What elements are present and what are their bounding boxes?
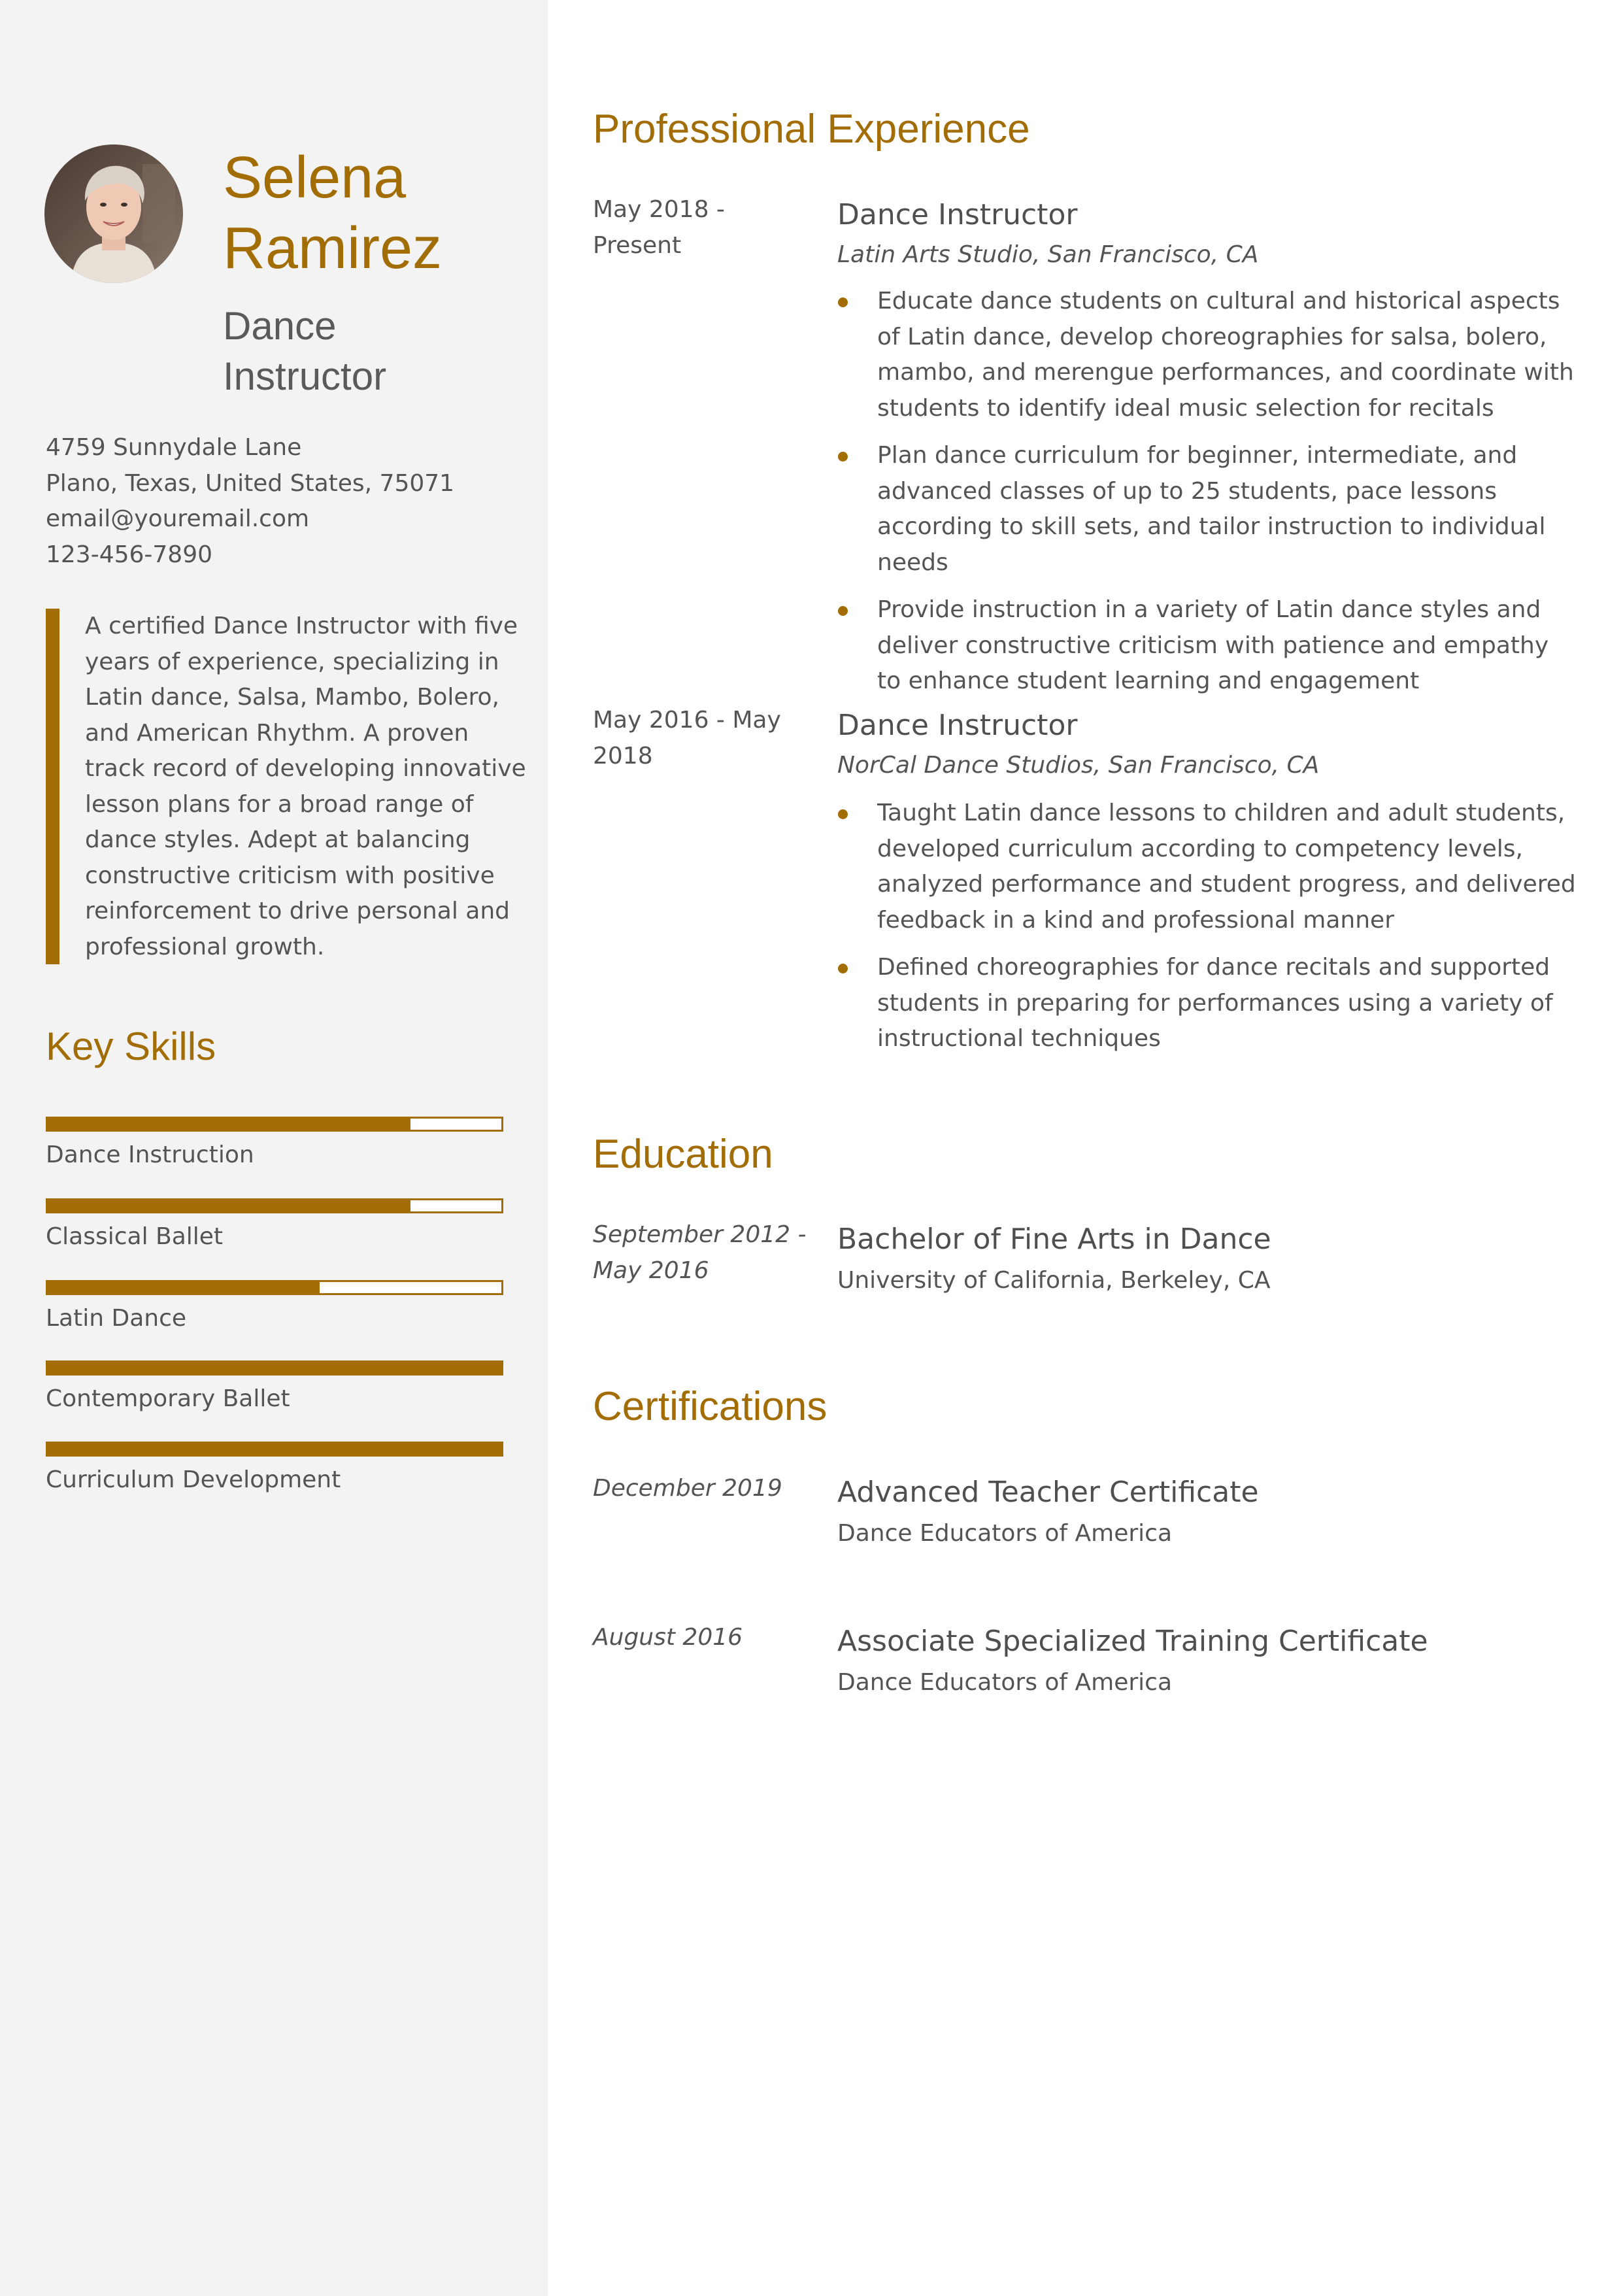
skill-level-bar: [46, 1117, 503, 1132]
skill-level-fill: [48, 1282, 320, 1293]
profile-photo: [44, 144, 183, 283]
bullet-icon: [838, 452, 848, 462]
job-bullet-text: Provide instruction in a variety of Latin dance styles and deliver constructive criticism with patience and empathy to enhance student learning and engagement: [877, 596, 1549, 694]
candidate-name: Selena Ramirez: [223, 145, 443, 281]
certification-issuer: Dance Educators of America: [837, 1669, 1173, 1696]
skill-level-bar: [46, 1442, 503, 1457]
skill-level-bar: [46, 1280, 503, 1295]
job-company: Latin Arts Studio, San Francisco, CA: [837, 241, 1259, 268]
certification-date: August 2016: [593, 1624, 743, 1651]
bullet-icon: [838, 606, 848, 616]
skill-level-bar: [46, 1360, 503, 1376]
education-heading: Education: [593, 1132, 773, 1177]
bullet-icon: [838, 297, 848, 307]
skill-name: Latin Dance: [46, 1305, 187, 1332]
summary-accent-bar: [46, 609, 59, 964]
summary-text: A certified Dance Instructor with five years of experience, specializing in Latin dance, Salsa, Mambo, Bolero, and American Rhythm. A proven track record of developing innovative lesson plans for a broad range of dance styles. Adept at balancing constructive criticism with positive reinforcement to drive personal and professional growth.: [85, 613, 526, 960]
skill-level-fill: [48, 1362, 501, 1374]
skill-name: Dance Instruction: [46, 1141, 254, 1168]
skill-level-fill: [48, 1443, 501, 1455]
address-line-1: 4759 Sunnydale Lane: [46, 434, 302, 461]
job-bullet-text: Educate dance students on cultural and historical aspects of Latin dance, develop choreographies for salsa, bolero, mambo, and merengue performances, and coordinate with students to identify ideal music selection for recitals: [877, 288, 1574, 422]
job-bullet: [837, 592, 1576, 700]
skill-item: [46, 1442, 503, 1495]
education-degree: Bachelor of Fine Arts in Dance: [837, 1223, 1271, 1256]
job-company: NorCal Dance Studios, San Francisco, CA: [837, 752, 1320, 779]
job-bullet-text: Taught Latin dance lessons to children and adult students, developed curriculum according to competency levels, analyzed performance and student progress, and delivered feedback in a kind and professional manner: [877, 800, 1576, 934]
certification-name: Advanced Teacher Certificate: [837, 1476, 1259, 1509]
skill-item: [46, 1360, 503, 1414]
job-dates: May 2018 - Present: [593, 196, 725, 259]
job-title: Dance Instructor: [837, 709, 1078, 742]
certification-name: Associate Specialized Training Certificate: [837, 1625, 1428, 1658]
bullet-icon: [838, 809, 848, 819]
certification-issuer: Dance Educators of America: [837, 1520, 1173, 1547]
job-bullet-text: Plan dance curriculum for beginner, intermediate, and advanced classes of up to 25 students, pace lessons according to skill sets, and tailor instruction to individual needs: [877, 442, 1546, 576]
certification-date: December 2019: [593, 1475, 782, 1502]
skills-heading: Key Skills: [46, 1024, 216, 1068]
skill-name: Classical Ballet: [46, 1223, 224, 1250]
skill-item: [46, 1117, 503, 1170]
job-bullets: [837, 796, 1576, 1069]
phone[interactable]: 123-456-7890: [46, 541, 213, 568]
skill-level-bar: [46, 1198, 503, 1213]
job-dates: May 2016 - May 2018: [593, 707, 781, 769]
experience-heading: Professional Experience: [593, 107, 1030, 152]
email[interactable]: email@youremail.com: [46, 505, 310, 532]
education-dates: September 2012 - May 2016: [593, 1221, 807, 1284]
skill-item: [46, 1280, 503, 1334]
job-bullet: [837, 950, 1576, 1057]
job-bullet: [837, 284, 1576, 426]
certifications-heading: Certifications: [593, 1384, 828, 1429]
skill-name: Curriculum Development: [46, 1466, 341, 1493]
contact-info: [46, 430, 529, 573]
bullet-icon: [838, 964, 848, 973]
skill-level-fill: [48, 1200, 410, 1211]
education-school: University of California, Berkeley, CA: [837, 1267, 1271, 1294]
address-line-2: Plano, Texas, United States, 75071: [46, 469, 455, 497]
job-bullet: [837, 438, 1576, 581]
skill-level-fill: [48, 1119, 410, 1130]
job-bullet-text: Defined choreographies for dance recitals and supported students in preparing for performances using a variety of instructional techniques: [877, 954, 1553, 1052]
skill-name: Contemporary Ballet: [46, 1385, 290, 1412]
candidate-title: Dance Instructor: [223, 304, 387, 398]
job-title: Dance Instructor: [837, 198, 1078, 231]
job-bullets: [837, 284, 1576, 711]
skill-item: [46, 1198, 503, 1252]
job-bullet: [837, 796, 1576, 938]
